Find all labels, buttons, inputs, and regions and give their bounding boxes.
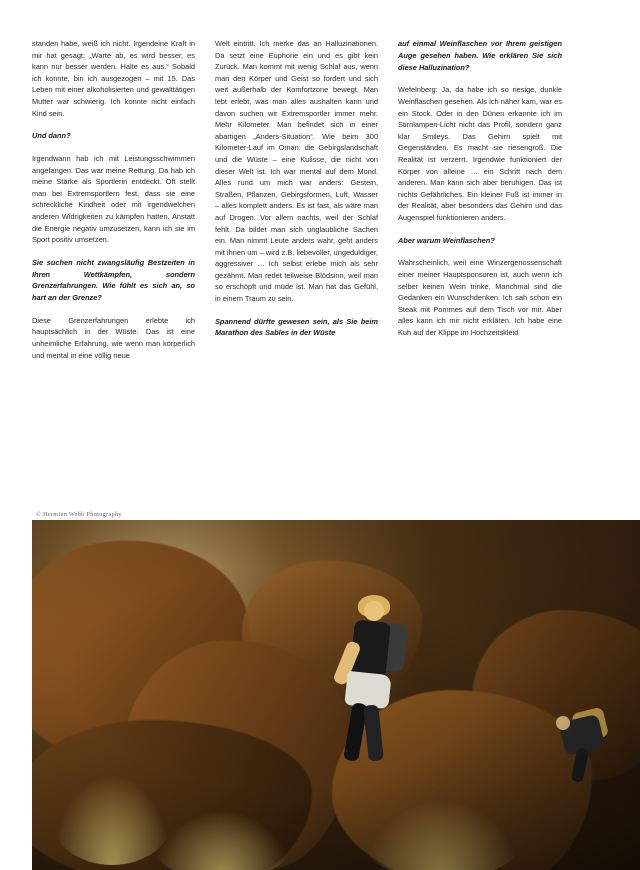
head xyxy=(364,601,384,621)
article-photo xyxy=(32,520,640,870)
skirt xyxy=(344,671,391,709)
desert-grass xyxy=(362,800,522,870)
paragraph: Diese Grenzerfahrungen erlebte ich hauptsächlich in der Wüste. Das ist eine unheimliche Erfahrung, wie wenn man körperlich und mental in eine völlig neue xyxy=(32,315,195,360)
paragraph: Wahrscheinlich, weil eine Winzergenossenschaft einer meiner Hauptsponsoren ist, auch wenn ich selber keinen Wein trinke. Manchmal sind die Gedanken ein Wunschdenken. Ich sah schon ein Steak mit Pommes auf dem Tisch vor mir. Aber alles kann ich mir nicht erklären. Ich habe eine Kuh auf der Klippe im Hochzeitskleid xyxy=(398,258,562,337)
interview-question: Sie suchen nicht zwangsläufig Bestzeiten in Ihren Wettkämpfen, sondern Grenzerfahrungen. Wie fühlt es sich an, so hart an der Grenze? xyxy=(32,257,195,303)
leg xyxy=(363,704,384,761)
text-column-1 xyxy=(32,38,207,520)
runner-figure-background xyxy=(552,700,622,790)
head xyxy=(556,716,570,730)
text-column-2 xyxy=(215,38,390,520)
runner-figure-foreground xyxy=(312,595,402,795)
interview-question: Aber warum Weinflaschen? xyxy=(398,235,495,245)
interview-question: auf einmal Weinflaschen vor Ihrem geistigen Auge gesehen haben. Wie erklären Sie sich diese Halluzination? xyxy=(398,39,562,72)
paragraph: Wefelnberg: Ja, da habe ich so riesige, dunkle Weinflaschen gesehen. Als ich näher kam, war es ein Stock. Oder in den Dünen erkannte ich im Stirnlampen-Licht nicht das Profil, sondern ganz klar Smileys. Das Gehirn spielt mit Gegenständen. Es macht sie riesengroß. Die Realität ist verzerrt. Irgendwie funktioniert der Körper von alleine … ein Schritt nach dem anderen. Man kann sich aber beruhigen. Das ist nichts Gefährliches. Ein kleiner Fuß ist immer in der Realität, aber besonders das Gehirn und das Augenspiel funktionieren anders. xyxy=(398,85,562,222)
paragraph: Irgendwann hab ich mit Leistungsschwimmen angefangen. Das war meine Rettung. Da hab ich meine Stärke als Sportlerin entdeckt. Oft stellt man bei Extremsportlern fest, dass sie eine schreckliche Kindheit oder mit irgendwelchen anderen Widrigkeiten zu kämpfen hatten. Anstatt die Energie negativ umzusetzen, kann ich sie im Sport positiv umsetzen. xyxy=(32,153,195,245)
paragraph: standen habe, weiß ich nicht. Irgendeine Kraft in mir hat gesagt: „Warte ab, es wird besser, es kann nur besser werden. Halte es aus.“ Sobald ich konnte, bin ich ausgezogen – mit 15. Das Leben mit einer alkoholisierten und gewalttätigen Mutter war schwierig. Ich konnte nicht einfach Kind sein. xyxy=(32,39,195,118)
interview-question: Und dann? xyxy=(32,131,71,141)
text-column-3 xyxy=(398,38,578,520)
photo-credit: © Hermien Webb Photography xyxy=(36,511,122,518)
interview-question: Spannend dürfte gewesen sein, als Sie beim Marathon des Sables in der Wüste xyxy=(215,316,378,338)
paragraph: Welt eintritt. Ich merke das an Halluzinationen. Da setzt eine Euphorie ein und es gibt kein Zurück. Man kommt mit wenig Schlaf aus, wenn man den Körper und Geist so fordert und sich weit außerhalb der Komfortzone bewegt. Man lebt erlebt, was man alles aushalten kann und davon suchen wir Extremsportler immer mehr. Mehr Kilometer. Man befindet sich in einer abartigen „Anders-Situation“. Wie beim 300 Kilometer-Lauf im Oman: die Gebirgslandschaft und die Wüste – eine Kulisse, die nicht von dieser Welt ist. Ich war mental auf dem Mond. Alles rund um mich war anders: Gestein, Straßen, Pflanzen, Gebirgsformen, Luft, Wasser – alles komplett anders. Es ist fast, als wäre man auf Drogen. Vor allem nachts, weil der Schlaf fehlt. Da bildet man sich unglaubliche Sachen ein. Man nimmt Leute anders wahr, geht anders mit ihnen um – wird z.B. liebevoller, ungeduldiger, aggressiver … Ich selbst erlebe mich als sehr gezähmt. Man redet teilweise Blödsinn, weil man so erschöpft und müde ist. Man hat das Gefühl, in einem Traum zu sein. xyxy=(215,39,378,304)
